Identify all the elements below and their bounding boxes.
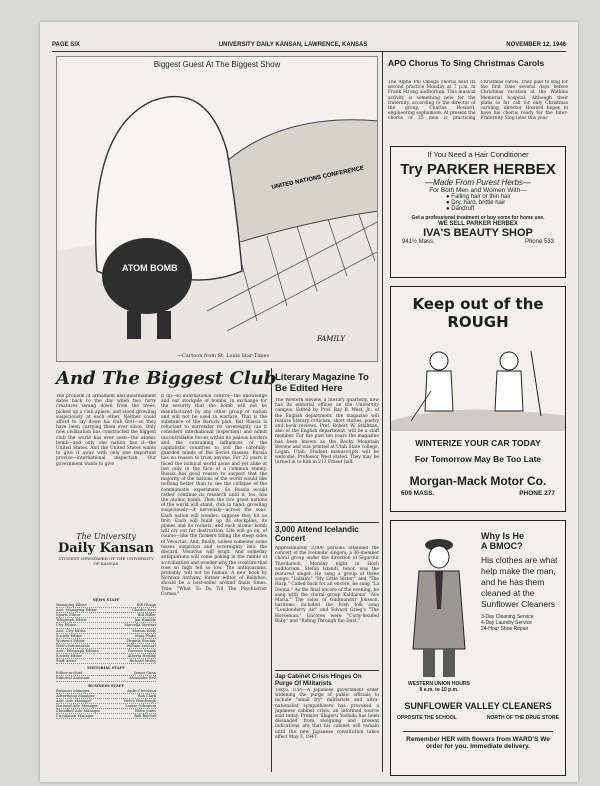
news-row: Asst. Telegraph Editors Rowena Swank: [56, 648, 156, 653]
jap-cabinet-body: Tokyo. (UP)—A Japanese government order widening the purge of public officials to include "small fry" militarists and ultra-nationalist sympathizers has provoked a Japanese cabinet crisis, an informed source said today. Premier Shigeru Yoshida has been dissuaded from resigning and present indications are that his cabinet will remain until the new Japanese constitution takes effect May 3, 1947.: [275, 688, 379, 740]
morgan-mack-ad: [390, 286, 566, 512]
literary-body: The Western Review, a literary quarterly, now has its editorial offices on the University campus. Edited by Prof. Ray B. West, Jr., of the English department, the magazine will feature literary criticism, short stories, poetry and book reviews. Prof. Robert W. Stallman, also of the English department, will be a staff member. For the past ten years the magazine has been known as the Rocky Mountain Review and was printed at Utah State college, Logan, Utah. Student manuscripts will be welcome, Professor West stated. They may be turned in to him in 213 Fraser hall.: [275, 398, 379, 466]
news-row: Society Editor Mary Fluke: [56, 633, 156, 638]
cleaners-loc2: NORTH OF THE DRUG STORE: [486, 715, 559, 721]
editorial-row: Editor-in-chief James Gunn: [56, 671, 156, 676]
concert-headline: 3,000 Attend Icelandic Concert: [275, 522, 379, 543]
cleaners-footer: Remember HER with flowers from WARD'S We order for you. Immediate delivery.: [403, 731, 553, 750]
business-row: Business Manager Ardis Cleveland: [56, 688, 156, 693]
news-row: Telegraph Editor Jim Humble: [56, 618, 156, 623]
editorial-column-1: The problem of armament and disarmament dates back to the day when two furry creatures swung down from the trees, picked up a club apiece, and stood growling suspiciously at each other. Neither could afford to lay down his club first—so they have been carrying them ever since. Only now civilization has constructed the biggest club the world has ever seen—the atomic bomb—and only one nation has it—the United States. And the United States wants to give it away with only one important proviso—international inspection. Our government wants to give: [56, 394, 156, 467]
cleaners-pitch: His clothes are what help make the man, and he has them cleaned at the Sunflower Cleaners: [481, 555, 558, 609]
concert-body: Approximately 3,000 persons attended the concert of the Icelandic singers, a 36-member choral group under the direction of Sigurdur Thordarson, Monday night in Hoch auditorium. Stefan Islandi, tenor, was the featured singer. He sang a group of three songs, "Lullaby," "My Little Sister," and "The Harp." Called back for an encore, he sang "La Donna." As the final encore of the evening, he sang with the choral group Kaldalons' "Ave Maria." The solos of Gudmundur Jonsson, baritone, included the Irish folk song "Londonderry Air" and Edvard Grieg's "The Horseman." Encores were "Curly-headed Baby" and "Riding Through the Dust.": [275, 546, 379, 624]
herbex-bullet-1: ● Falling hair or thin hair: [446, 194, 511, 200]
cleaners-q1: Why Is He: [481, 531, 525, 541]
editorial-row: Editorial Assistant Alexander Bell: [56, 676, 156, 681]
staff-box: [56, 596, 156, 776]
rough-company: Morgan-Mack Motor Co.: [409, 474, 547, 488]
cleaners-hours: 8 a.m. to 10 p.m.: [419, 687, 459, 693]
issue-date: NOVEMBER 12, 1946: [506, 42, 566, 48]
herbex-line2: Try PARKER HERBEX: [400, 161, 556, 178]
editorial-cartoon: [56, 56, 378, 362]
business-row: Circulation Manager Bob Beichel: [56, 714, 156, 719]
news-row: Sports Editor Bill Miller: [56, 613, 156, 618]
editorial-staff-title: EDITORIAL STAFF: [87, 666, 125, 671]
news-row: Women's Editor Virginia Sinclair: [56, 638, 156, 643]
news-row: Men's Intramurals William Lenhart: [56, 643, 156, 648]
rough-phone: PHONE 277: [519, 490, 555, 497]
newspaper-page: [40, 22, 578, 782]
herbex-phone: Phone 533: [524, 239, 554, 245]
cleaners-service-3: 24-Hour Shoe Repair: [481, 626, 529, 632]
bomb-label: ATOM BOMB: [122, 263, 178, 273]
herbex-line3: —Made From Purest Herbs—: [425, 178, 531, 187]
herbex-shop: IVA'S BEAUTY SHOP: [423, 227, 533, 239]
news-row: Asst. Managing Editor Charles Ross: [56, 608, 156, 613]
parker-herbex-ad: [390, 146, 566, 278]
news-row: Society Editor Alberta Herlihy: [56, 654, 156, 659]
rough-line2: For Tomorrow May Be Too Late: [414, 454, 542, 464]
business-row: National Adv. Manager Louise Schramm: [56, 703, 156, 708]
business-row: Classified Adv. Manager Bette Jones: [56, 708, 156, 713]
herbex-line4: For Both Men and Women With—: [429, 187, 527, 194]
cleaners-service-2: 4-Day Laundry Service: [481, 620, 532, 626]
jap-cabinet-headline: Jap Cabinet Crisis Hinges On Purge Of Militarists: [275, 670, 379, 687]
paper-name: UNIVERSITY DAILY KANSAN, LAWRENCE, KANSAS: [218, 42, 368, 48]
bmoc-man-illustration: [399, 529, 479, 679]
cleaners-name: SUNFLOWER VALLEY CLEANERS: [404, 701, 552, 711]
golfers-illustration: [391, 331, 566, 431]
masthead-title: Daily Kansan: [57, 541, 155, 556]
cleaners-q2: A BMOC?: [481, 541, 523, 551]
herbex-bullet-3: ● Dandruff: [446, 206, 475, 212]
herbex-line1: If You Need a Hair Conditioner: [427, 150, 529, 159]
apo-body: The Alpha Phi Omega chorus held its second practice Monday at 7 p.m. in Frank Strong auditorium. This musical activity is something new for the fraternity, according to the director of the group, Charles Howard, engineering sophomore. At present the chorus of 25 men is practicing Christmas carols. They plan to sing for the first time several days before Christmas vacation at the Watkins Memorial hospital. Although their plans so far call for only Christmas caroling, director Howard hopes to have his chorus ready for the Inter-Fraternity Sing later this year.: [388, 80, 568, 122]
page-number: PAGE SIX: [52, 42, 80, 48]
business-row: Advertising Manager Bob Clark: [56, 693, 156, 698]
herbex-treatment: Get a professional treatment or buy some for home use.: [411, 215, 545, 221]
rough-headline: Keep out of the ROUGH: [412, 295, 544, 331]
masthead-subtitle: STUDENT NEWSPAPER OF THE UNIVERSITY OF KANSAS: [58, 556, 154, 566]
cleaners-service-1: 3-Day Cleaning Service: [481, 614, 534, 620]
business-row: Asst. Adv. Manager Helen Heinbaugh: [56, 698, 156, 703]
cartoon-title: Biggest Guest At The Biggest Show: [153, 60, 281, 69]
rough-line1: WINTERIZE YOUR CAR TODAY: [415, 438, 541, 448]
business-staff-title: BUSINESS STAFF: [88, 683, 124, 688]
news-row: City Editor Marcella Stewart: [56, 623, 156, 628]
cleaners-store1: WESTERN UNION HOURS: [408, 681, 470, 687]
apo-headline: APO Chorus To Sing Christmas Carols: [388, 58, 545, 68]
news-row: Managing Editor Bill Hoage: [56, 603, 156, 608]
herbex-address: 941½ Mass.: [402, 239, 435, 245]
news-row: Asst. City Editor Marion Eddy: [56, 628, 156, 633]
herbex-sell: WE SELL PARKER HERBEX: [438, 221, 518, 227]
herbex-bullet-2: ● Dry, hard, brittle hair: [446, 200, 506, 206]
literary-headline: Literary Magazine To Be Edited Here: [275, 372, 369, 394]
sunflower-cleaners-ad: [390, 520, 566, 776]
cartoon-drawing: [57, 71, 378, 361]
page-header: [52, 42, 566, 52]
masthead-line1: The University: [76, 532, 136, 541]
cartoonist-signature: FAMILY: [317, 335, 346, 343]
editorial-column-2: it up—to international control—the knowledge and our stockpile of bombs, in exchange for the security that the bomb will not be manufactured by any other group or nation and will not be used in warfare. That is the substance of the Baruch plan. But Russia is reluctant to surrender its sovereignty (as it considers international inspection) and admit uncontrollable forces within its jealous borders and the consuming influences of the capitalistic countries to soil the carefully-guarded minds of the Soviet masses. Russia has no reason to trust anyone. For 22 years it faced the inimical world alone and yet alike at last only in the face of a common enemy. Russia has good reason to suspect that the majority of the nations of the world would like nothing better than to see the collapse of the communistic experiment. So Russia would rather continue its research until it, too, has the atomic bomb. Then the two great nations of the world will stand, club in hand, growling suspiciously—if nervously—across the seas. Each nation will wonder: suppose they hit us first. Each will build up its stockpiles, its planes and its rockets, and each atomic bomb will cry out for destruction. Life will go on, of course—like the farmers tilling the steep sides of Vesuvius. And, finally, unless someone some tosses suspicion and sovereignty into the discard, Vesuvius will erupt. And someday antiquarians will come poking in the rubble of a civilization and wonder why the creature that rose so high fell so low. The antiquarians, probably, will not be human. A new book by Norman Anthony, former editor of Ballyhoo, should be a best-seller around finals times. Title: "What To Do Till The Psychiatrist Comes.": [161, 394, 267, 597]
cleaners-loc1: OPPOSITE THE SCHOOL: [397, 715, 457, 721]
editorial-headline: And The Biggest Club: [56, 368, 277, 389]
tent-label: UNITED NATIONS CONFERENCE: [271, 165, 365, 191]
news-staff-title: NEWS STAFF: [92, 598, 120, 602]
cartoon-caption: —Cartoon from St. Louis Star-Times: [177, 353, 270, 359]
rough-address: 609 MASS.: [401, 490, 435, 497]
news-row: Staff Artist Richard Moley: [56, 659, 156, 664]
masthead: [56, 532, 156, 566]
